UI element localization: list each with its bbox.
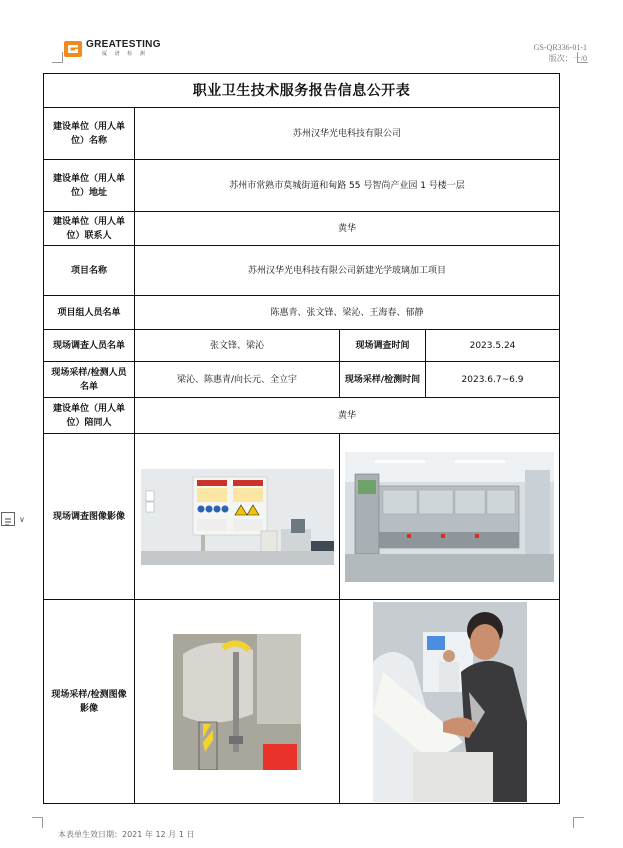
table-row [44,212,560,246]
logo-english: GREATESTING [86,39,161,50]
crop-mark [573,817,584,828]
survey-images-label: 现场调查图像影像 [44,434,135,600]
survey-photo-cell [340,434,560,600]
survey-staff-label: 现场调查人员名单 [44,330,135,362]
survey-staff-value: 张文锋、梁沁 [135,330,340,362]
table-row [44,296,560,330]
table-row [44,434,560,600]
table-row [44,160,560,212]
sampling-time-value: 2023.6.7~6.9 [426,362,560,398]
document-code-block [534,42,587,64]
crop-mark [52,52,63,63]
table-row [44,398,560,434]
escort-label: 建设单位（用人单位）陪同人 [44,398,135,434]
unit-address-value: 苏州市常熟市莫城街道和甸路 55 号智尚产业园 1 号楼一层 [135,160,560,212]
unit-address-label: 建设单位（用人单位）地址 [44,160,135,212]
sampling-photo-cell [340,600,560,804]
sampling-photo-eyewash [173,634,301,770]
contact-label: 建设单位（用人单位）联系人 [44,212,135,246]
comment-box-icon [1,512,15,526]
table-row [44,600,560,804]
survey-photo-cleanroom [345,452,554,582]
logo-chinese: 厦 谱 检 测 [102,51,148,57]
title-row [44,74,560,108]
chevron-down-icon[interactable]: ∨ [19,514,25,524]
unit-name-label: 建设单位（用人单位）名称 [44,108,135,160]
survey-time-label: 现场调查时间 [340,330,426,362]
table-row [44,362,560,398]
escort-value: 黄华 [135,398,560,434]
sampling-time-label: 现场采样/检测时间 [340,362,426,398]
company-logo [64,40,161,57]
doc-code: GS-QR336-01-1 [533,43,587,52]
sampling-staff-label: 现场采样/检测人员名单 [44,362,135,398]
sampling-photo-worker [373,602,527,802]
crop-mark [32,817,43,828]
table-row [44,108,560,160]
team-value: 陈惠青、张文锋、梁沁、王海春、郁静 [135,296,560,330]
side-comment-tool[interactable] [1,512,25,526]
survey-photo-cell [135,434,340,600]
logo-mark-icon [64,41,82,57]
unit-name-value: 苏州汉华光电科技有限公司 [135,108,560,160]
doc-version: 版次：一/0 [548,54,587,63]
report-table [43,73,560,804]
table-row [44,330,560,362]
sampling-staff-value: 梁沁、陈惠青/向长元、全立宇 [135,362,340,398]
footer-effective-date: 本表单生效日期：2021 年 12 月 1 日 [58,830,195,839]
contact-value: 黄华 [135,212,560,246]
team-label: 项目组人员名单 [44,296,135,330]
sampling-images-label: 现场采样/检测图像影像 [44,600,135,804]
project-label: 项目名称 [44,246,135,296]
project-value: 苏州汉华光电科技有限公司新建光学玻璃加工项目 [135,246,560,296]
survey-photo-signboard [141,469,334,565]
table-row [44,246,560,296]
survey-time-value: 2023.5.24 [426,330,560,362]
page-title: 职业卫生技术服务报告信息公开表 [44,74,560,108]
sampling-photo-cell [135,600,340,804]
